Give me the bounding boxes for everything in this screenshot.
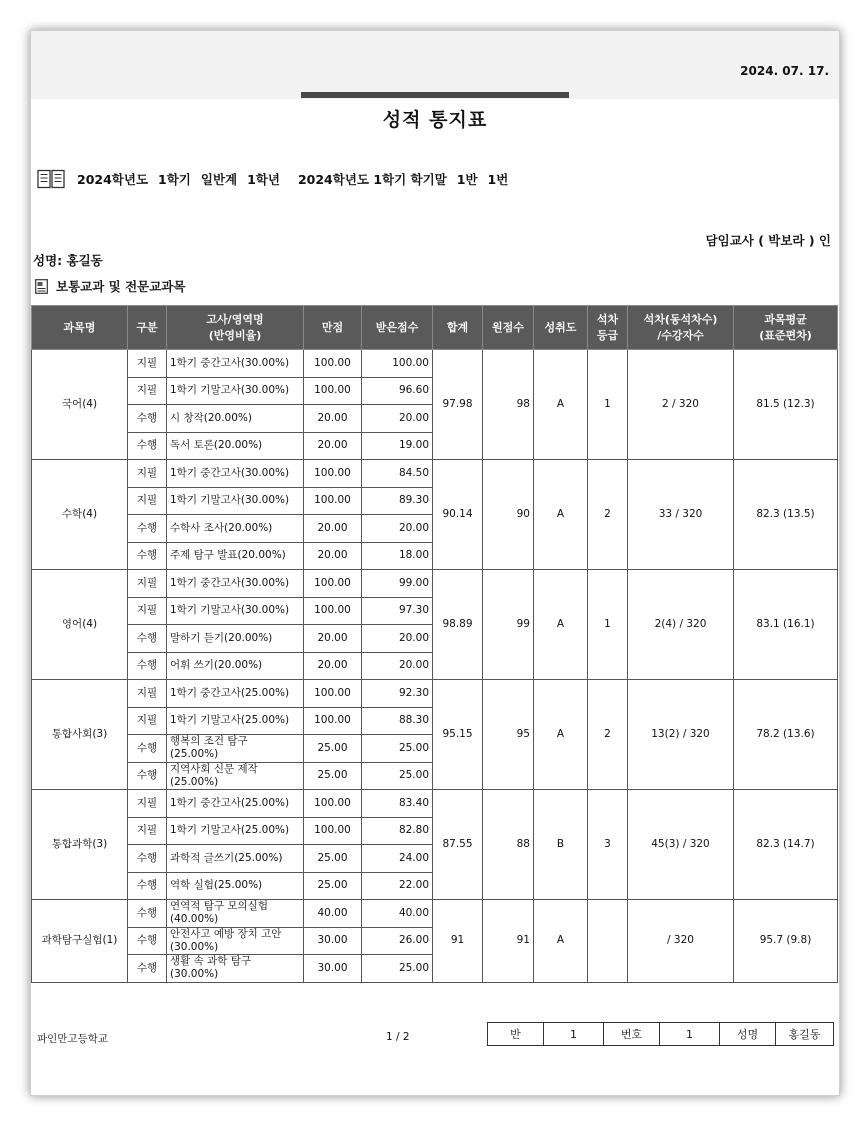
student-name: 성명: 홍길동 [33, 253, 103, 268]
col-grade: 석차 등급 [588, 306, 628, 350]
rank-grade [588, 900, 628, 983]
assessment-type: 수행 [128, 515, 167, 543]
max-score: 20.00 [304, 625, 362, 653]
footer-name-value: 홍길동 [776, 1023, 834, 1046]
term-grade: 1학년 [247, 172, 280, 187]
total-score: 90.14 [433, 460, 483, 570]
exam-name: 1학기 중간고사(25.00%) [167, 790, 304, 818]
received-score: 88.30 [362, 707, 433, 735]
rank-count: 2 / 320 [628, 350, 734, 460]
subject-name: 국어(4) [32, 350, 128, 460]
page-title: 성적 통지표 [382, 109, 488, 131]
exam-name: 1학기 기말고사(30.00%) [167, 597, 304, 625]
achievement-level: B [534, 790, 588, 900]
footer-number-value: 1 [660, 1023, 720, 1046]
subject-name: 수학(4) [32, 460, 128, 570]
max-score: 100.00 [304, 817, 362, 845]
received-score: 92.30 [362, 680, 433, 708]
assessment-type: 수행 [128, 872, 167, 900]
assessment-type: 지필 [128, 790, 167, 818]
exam-name: 1학기 기말고사(30.00%) [167, 487, 304, 515]
raw-score: 98 [483, 350, 534, 460]
assessment-type: 지필 [128, 570, 167, 598]
title-bar [301, 92, 569, 98]
max-score: 20.00 [304, 405, 362, 433]
exam-name: 지역사회 신문 제작 (25.00%) [167, 762, 304, 790]
total-score: 87.55 [433, 790, 483, 900]
max-score: 100.00 [304, 707, 362, 735]
received-score: 25.00 [362, 762, 433, 790]
assessment-type: 수행 [128, 735, 167, 763]
table-row [32, 790, 838, 818]
exam-name: 1학기 중간고사(30.00%) [167, 460, 304, 488]
term-track: 일반계 [200, 172, 238, 187]
received-score: 97.30 [362, 597, 433, 625]
term-info [37, 169, 518, 189]
exam-name: 1학기 기말고사(30.00%) [167, 377, 304, 405]
page-number: 1 / 2 [386, 1031, 410, 1043]
subject-name: 과학탐구실험(1) [32, 900, 128, 983]
exam-name: 1학기 중간고사(25.00%) [167, 680, 304, 708]
col-average: 과목평균 (표준편차) [734, 306, 838, 350]
max-score: 20.00 [304, 652, 362, 680]
rank-count: 45(3) / 320 [628, 790, 734, 900]
rank-grade: 3 [588, 790, 628, 900]
exam-name: 1학기 중간고사(30.00%) [167, 570, 304, 598]
footer-class-value: 1 [544, 1023, 604, 1046]
term-semester: 1학기 [158, 172, 191, 187]
exam-name: 생활 속 과학 탐구 (30.00%) [167, 955, 304, 983]
received-score: 18.00 [362, 542, 433, 570]
book-icon [37, 169, 65, 189]
assessment-type: 수행 [128, 900, 167, 928]
achievement-level: A [534, 900, 588, 983]
footer-class-label: 반 [488, 1023, 544, 1046]
achievement-level: A [534, 570, 588, 680]
exam-name: 독서 토론(20.00%) [167, 432, 304, 460]
max-score: 25.00 [304, 872, 362, 900]
footer-name-label: 성명 [720, 1023, 776, 1046]
total-score: 98.89 [433, 570, 483, 680]
exam-name: 시 창작(20.00%) [167, 405, 304, 433]
footer-number-label: 번호 [604, 1023, 660, 1046]
received-score: 20.00 [362, 515, 433, 543]
raw-score: 95 [483, 680, 534, 790]
subject-average: 82.3 (13.5) [734, 460, 838, 570]
rank-grade: 2 [588, 680, 628, 790]
term-exam: 2024학년도 1학기 학기말 [297, 172, 447, 187]
col-achievement: 성취도 [534, 306, 588, 350]
rank-grade: 1 [588, 570, 628, 680]
term-number: 1번 [487, 172, 509, 187]
subject-name: 통합사회(3) [32, 680, 128, 790]
received-score: 22.00 [362, 872, 433, 900]
report-card-sheet [30, 30, 840, 1096]
exam-name: 1학기 기말고사(25.00%) [167, 707, 304, 735]
exam-name: 과학적 글쓰기(25.00%) [167, 845, 304, 873]
grades-table [31, 305, 838, 983]
col-score: 받은점수 [362, 306, 433, 350]
table-row [32, 570, 838, 598]
section-heading [35, 277, 185, 295]
exam-name: 행복의 조건 탐구 (25.00%) [167, 735, 304, 763]
col-type: 구분 [128, 306, 167, 350]
raw-score: 90 [483, 460, 534, 570]
exam-name: 1학기 기말고사(25.00%) [167, 817, 304, 845]
subject-name: 통합과학(3) [32, 790, 128, 900]
exam-name: 1학기 중간고사(30.00%) [167, 350, 304, 378]
assessment-type: 수행 [128, 625, 167, 653]
exam-name: 안전사고 예방 장치 고안 (30.00%) [167, 927, 304, 955]
homeroom-teacher: 담임교사 ( 박보라 ) 인 [705, 233, 831, 248]
issue-date: 2024. 07. 17. [740, 64, 829, 78]
exam-name: 주제 탐구 발표(20.00%) [167, 542, 304, 570]
received-score: 20.00 [362, 405, 433, 433]
max-score: 100.00 [304, 487, 362, 515]
received-score: 20.00 [362, 652, 433, 680]
max-score: 100.00 [304, 350, 362, 378]
subject-average: 78.2 (13.6) [734, 680, 838, 790]
col-total: 합계 [433, 306, 483, 350]
assessment-type: 수행 [128, 762, 167, 790]
assessment-type: 지필 [128, 460, 167, 488]
subject-name: 영어(4) [32, 570, 128, 680]
subject-average: 82.3 (14.7) [734, 790, 838, 900]
exam-name: 연역적 탐구 모의실험 (40.00%) [167, 900, 304, 928]
assessment-type: 수행 [128, 542, 167, 570]
max-score: 100.00 [304, 460, 362, 488]
section-title: 보통교과 및 전문교과목 [56, 279, 186, 294]
received-score: 24.00 [362, 845, 433, 873]
max-score: 25.00 [304, 762, 362, 790]
received-score: 84.50 [362, 460, 433, 488]
total-score: 91 [433, 900, 483, 983]
raw-score: 91 [483, 900, 534, 983]
col-exam: 고사/영역명 (반영비율) [167, 306, 304, 350]
subject-average: 95.7 (9.8) [734, 900, 838, 983]
rank-grade: 1 [588, 350, 628, 460]
rank-grade: 2 [588, 460, 628, 570]
max-score: 30.00 [304, 955, 362, 983]
max-score: 100.00 [304, 597, 362, 625]
received-score: 25.00 [362, 735, 433, 763]
term-year: 2024학년도 [77, 172, 149, 187]
exam-name: 말하기 듣기(20.00%) [167, 625, 304, 653]
exam-name: 수학사 조사(20.00%) [167, 515, 304, 543]
rank-count: 13(2) / 320 [628, 680, 734, 790]
assessment-type: 지필 [128, 597, 167, 625]
rank-count: / 320 [628, 900, 734, 983]
exam-name: 어휘 쓰기(20.00%) [167, 652, 304, 680]
received-score: 82.80 [362, 817, 433, 845]
received-score: 100.00 [362, 350, 433, 378]
received-score: 83.40 [362, 790, 433, 818]
assessment-type: 수행 [128, 845, 167, 873]
term-class: 1반 [456, 172, 478, 187]
received-score: 89.30 [362, 487, 433, 515]
col-subject: 과목명 [32, 306, 128, 350]
header-band [31, 31, 839, 99]
achievement-level: A [534, 350, 588, 460]
rank-count: 2(4) / 320 [628, 570, 734, 680]
exam-name: 역학 실험(25.00%) [167, 872, 304, 900]
max-score: 25.00 [304, 845, 362, 873]
assessment-type: 지필 [128, 350, 167, 378]
assessment-type: 수행 [128, 405, 167, 433]
received-score: 40.00 [362, 900, 433, 928]
achievement-level: A [534, 460, 588, 570]
table-row [32, 680, 838, 708]
school-name: 파인만고등학교 [37, 1033, 109, 1045]
assessment-type: 지필 [128, 487, 167, 515]
col-rank: 석차(동석차수) /수강자수 [628, 306, 734, 350]
total-score: 95.15 [433, 680, 483, 790]
max-score: 100.00 [304, 680, 362, 708]
total-score: 97.98 [433, 350, 483, 460]
assessment-type: 수행 [128, 927, 167, 955]
document-icon [35, 279, 48, 294]
subject-average: 81.5 (12.3) [734, 350, 838, 460]
assessment-type: 지필 [128, 680, 167, 708]
assessment-type: 지필 [128, 707, 167, 735]
rank-count: 33 / 320 [628, 460, 734, 570]
footer-student-box [487, 1022, 834, 1046]
table-header-row [32, 306, 838, 350]
max-score: 100.00 [304, 377, 362, 405]
max-score: 40.00 [304, 900, 362, 928]
max-score: 20.00 [304, 542, 362, 570]
max-score: 30.00 [304, 927, 362, 955]
received-score: 25.00 [362, 955, 433, 983]
assessment-type: 지필 [128, 377, 167, 405]
subject-average: 83.1 (16.1) [734, 570, 838, 680]
received-score: 99.00 [362, 570, 433, 598]
received-score: 19.00 [362, 432, 433, 460]
received-score: 96.60 [362, 377, 433, 405]
assessment-type: 수행 [128, 955, 167, 983]
table-row [32, 350, 838, 378]
assessment-type: 수행 [128, 652, 167, 680]
received-score: 20.00 [362, 625, 433, 653]
table-row [32, 460, 838, 488]
col-raw: 원점수 [483, 306, 534, 350]
assessment-type: 수행 [128, 432, 167, 460]
raw-score: 88 [483, 790, 534, 900]
max-score: 100.00 [304, 570, 362, 598]
col-max: 만점 [304, 306, 362, 350]
raw-score: 99 [483, 570, 534, 680]
assessment-type: 지필 [128, 817, 167, 845]
achievement-level: A [534, 680, 588, 790]
received-score: 26.00 [362, 927, 433, 955]
max-score: 20.00 [304, 515, 362, 543]
max-score: 100.00 [304, 790, 362, 818]
table-row [32, 900, 838, 928]
max-score: 25.00 [304, 735, 362, 763]
max-score: 20.00 [304, 432, 362, 460]
